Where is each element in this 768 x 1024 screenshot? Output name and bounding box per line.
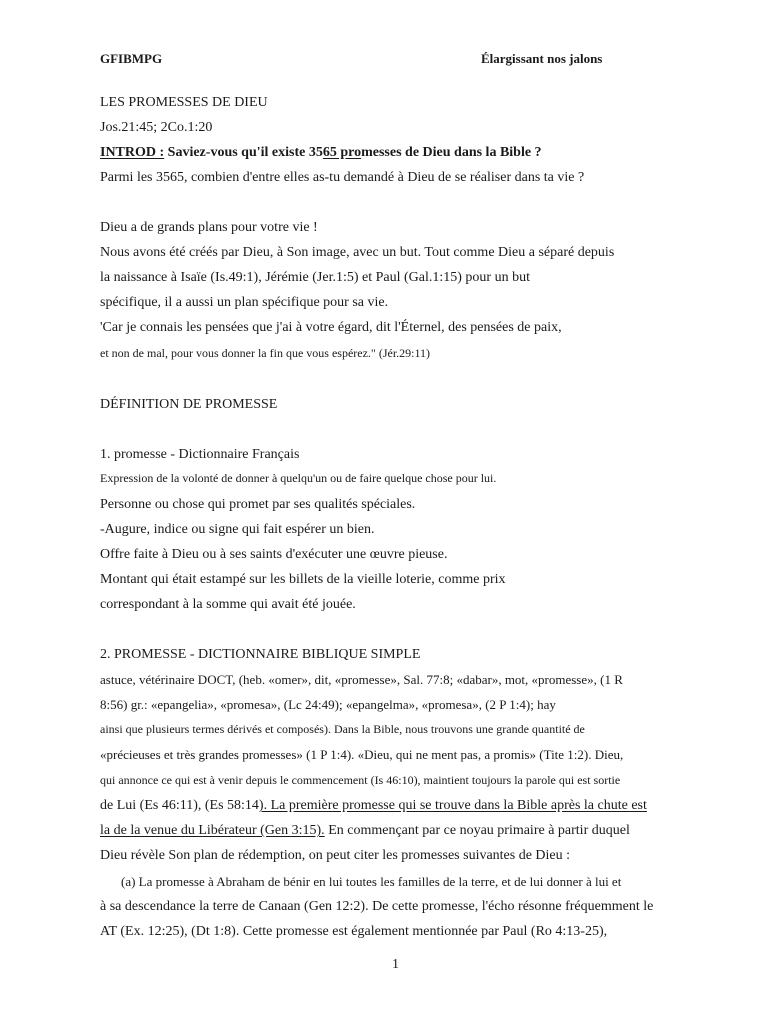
def1-line-6: correspondant à la somme qui avait été jouée. xyxy=(100,597,356,612)
header-right: Élargissant nos jalons xyxy=(481,51,603,66)
plans-line-3: la naissance à Isaïe (Is.49:1), Jérémie (Jer.1:5) et Paul (Gal.1:15) pour un but xyxy=(100,270,530,285)
page-number: 1 xyxy=(392,957,399,972)
def2-line-8: Dieu révèle Son plan de rédemption, on peut citer les promesses suivantes de Dieu : xyxy=(100,848,571,863)
def1-line-5: Montant qui était estampé sur les billets de la vieille loterie, comme prix xyxy=(100,572,506,587)
def2-line-2: 8:56) gr.: «epangelia», «promesa», (Lc 24:49); «epangelma», «promesa», (2 P 1:4); hay xyxy=(100,697,556,712)
def1-line-1: Expression de la volonté de donner à quelqu'un ou de faire quelque chose pour lui. xyxy=(100,471,497,485)
def2-line-7 xyxy=(100,824,630,838)
scripture-references: Jos.21:45; 2Co.1:20 xyxy=(100,120,213,135)
def1-line-2: Personne ou chose qui promet par ses qualités spéciales. xyxy=(100,497,416,512)
plans-line-2: Nous avons été créés par Dieu, à Son image, avec un but. Tout comme Dieu a séparé depuis xyxy=(100,245,615,260)
def2-line-9: (a) La promesse à Abraham de bénir en lui toutes les familles de la terre, et de lui donner à lui et xyxy=(121,874,622,889)
def2-line-7-plain: En commençant par ce noyau primaire à partir duquel xyxy=(324,823,630,838)
def2-line-10: à sa descendance la terre de Canaan (Gen 12:2). De cette promesse, l'écho résonne fréquemment le xyxy=(100,899,654,914)
intro-question-part-b: 65 pro xyxy=(322,145,362,160)
plans-line-5: 'Car je connais les pensées que j'ai à votre égard, dit l'Éternel, des pensées de paix, xyxy=(100,320,562,335)
def2-line-5: qui annonce ce qui est à venir depuis le commencement (Is 46:10), maintient toujours la parole qui est sortie xyxy=(100,773,621,787)
intro-question-part-a: Saviez-vous qu'il existe 35 xyxy=(164,145,323,160)
intro-line-2: Parmi les 3565, combien d'entre elles as-tu demandé à Dieu de se réaliser dans ta vie ? xyxy=(100,170,585,185)
document-title: LES PROMESSES DE DIEU xyxy=(100,95,268,110)
def2-line-6 xyxy=(100,799,647,813)
def2-line-3: ainsi que plusieurs termes dérivés et composés). Dans la Bible, nous trouvons une grande quantité de xyxy=(100,722,585,736)
def2-heading: 2. PROMESSE - DICTIONNAIRE BIBLIQUE SIMPLE xyxy=(100,647,421,662)
def2-line-11: AT (Ex. 12:25), (Dt 1:8). Cette promesse est également mentionnée par Paul (Ro 4:13-25), xyxy=(100,924,608,939)
def2-line-7-underlined: la de la venue du Libérateur (Gen 3:15). xyxy=(100,823,325,838)
intro-label: INTROD : xyxy=(100,145,165,160)
def2-line-6-underlined: ). La première promesse qui se trouve dans la Bible après la chute est xyxy=(258,798,647,813)
plans-line-6: et non de mal, pour vous donner la fin que vous espérez." (Jér.29:11) xyxy=(100,346,431,360)
intro-question xyxy=(100,146,542,160)
intro-question-part-c: messes de Dieu dans la Bible ? xyxy=(361,145,542,160)
header-left: GFIBMPG xyxy=(100,51,163,66)
def2-line-6-plain: de Lui (Es 46:11), (Es 58:14 xyxy=(100,798,259,813)
def1-line-4: Offre faite à Dieu ou à ses saints d'exécuter une œuvre pieuse. xyxy=(100,547,448,562)
definition-heading: DÉFINITION DE PROMESSE xyxy=(100,397,278,412)
plans-line-1: Dieu a de grands plans pour votre vie ! xyxy=(100,220,318,235)
def2-line-1: astuce, vétérinaire DOCT, (heb. «omer», dit, «promesse», Sal. 77:8; «dabar», mot, «promesse», (1 R xyxy=(100,672,623,687)
def2-line-4: «précieuses et très grandes promesses» (1 P 1:4). «Dieu, qui ne ment pas, a promis» (Tite 1:2). Dieu, xyxy=(100,747,624,762)
def1-line-3: -Augure, indice ou signe qui fait espérer un bien. xyxy=(100,522,375,537)
plans-line-4: spécifique, il a aussi un plan spécifique pour sa vie. xyxy=(100,295,389,310)
def1-heading: 1. promesse - Dictionnaire Français xyxy=(100,447,300,462)
